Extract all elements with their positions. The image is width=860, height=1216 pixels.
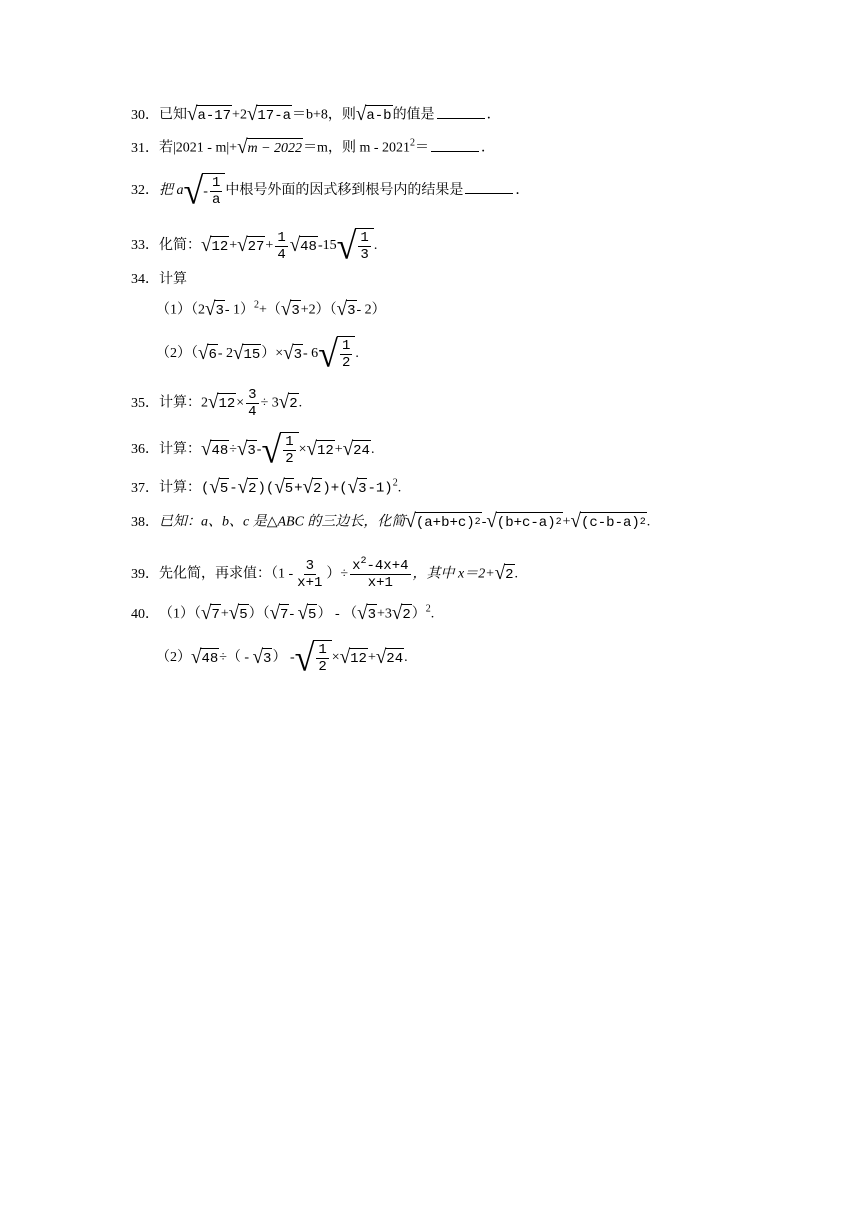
sqrt: √ 2 — [278, 391, 298, 414]
text: + — [220, 606, 229, 622]
text: - 6 — [303, 346, 319, 362]
radicand: 5 — [238, 604, 248, 625]
radicand: 17-a — [256, 105, 292, 126]
sqrt: √ 2 — [391, 602, 411, 625]
radicand: a-b — [365, 105, 392, 126]
radicand: 2 — [288, 393, 298, 414]
problem-number: 32． — [131, 183, 159, 199]
text: 已知 — [159, 107, 187, 123]
sqrt: √ 12 — [201, 233, 229, 256]
text: . — [430, 606, 435, 622]
sqrt: √ 7 — [201, 602, 220, 625]
sqrt: √ $\frac{1}{3}$ — [337, 228, 374, 264]
radicand: 3 — [214, 300, 224, 321]
text: . — [646, 514, 651, 530]
fraction — [275, 230, 287, 263]
problem-32 — [131, 170, 530, 212]
problem-number: 36． — [131, 442, 159, 458]
text: 计算 — [159, 272, 187, 287]
text: ） - — [272, 650, 295, 666]
text: ． — [486, 107, 501, 123]
text: - — [481, 514, 487, 530]
exponent: 2 — [254, 299, 260, 311]
text: ） — [411, 606, 426, 622]
text: . — [514, 566, 519, 582]
text: - 2 — [217, 346, 234, 362]
radicand: 2 — [401, 604, 411, 625]
fraction — [340, 338, 352, 371]
sqrt: √ (a+b+c) 2 — [405, 510, 481, 533]
text: ＝m，则 m - 2021 — [303, 140, 411, 156]
text: 化简： — [159, 238, 201, 254]
radicand: 3 — [290, 300, 300, 321]
problem-34 — [131, 270, 187, 290]
radicand: 27 — [247, 236, 266, 257]
fraction — [295, 558, 324, 591]
text: . — [404, 650, 408, 666]
sqrt: √ - $\frac{1}{a}$ — [184, 173, 226, 209]
text: ÷（ - — [219, 650, 253, 666]
radicand: 2 — [247, 478, 257, 499]
radicand: (b+c-a) 2 — [496, 512, 563, 533]
sqrt: √ 48 — [191, 645, 219, 668]
text: x — [352, 558, 361, 574]
radicand: 2 — [312, 478, 322, 499]
sqrt: √ 2 — [494, 562, 514, 585]
text: - — [229, 480, 238, 497]
sqrt: √ 3 — [283, 341, 303, 364]
denominator: 4 — [248, 404, 257, 420]
sqrt: √ 2 — [237, 476, 257, 499]
text: . — [397, 480, 402, 496]
numerator: 3 — [305, 558, 314, 574]
problem-number: 37． — [131, 480, 159, 496]
text: × — [298, 442, 307, 458]
numerator: 1 — [318, 642, 327, 658]
problem-31 — [131, 138, 495, 159]
radicand: a-17 — [196, 105, 232, 126]
text: 的值是 — [392, 107, 435, 123]
problem-number: 39． — [131, 566, 159, 582]
text: 计算： — [159, 480, 201, 496]
fraction — [283, 434, 295, 467]
sqrt: √ 5 — [228, 602, 248, 625]
text: （2）（ — [156, 346, 198, 362]
text: +3 — [376, 606, 392, 622]
text: ( — [201, 480, 210, 497]
sqrt: √ 24 — [375, 645, 404, 668]
problem-39 — [131, 558, 518, 591]
sqrt: √ 3 — [336, 298, 356, 321]
text: ，其中 x＝2+ — [412, 566, 495, 582]
sqrt: √ 15 — [233, 341, 261, 364]
text: ＝b+8，则 — [292, 107, 356, 123]
radicand: 15 — [242, 344, 261, 365]
radicand: 5 — [219, 478, 229, 499]
problem-34-part-1 — [156, 300, 386, 321]
text: . — [370, 442, 375, 458]
text: (c-b-a) — [580, 515, 640, 531]
radicand: 48 — [200, 648, 219, 669]
sqrt: √ (c-b-a) 2 — [570, 510, 646, 533]
text: ÷ — [229, 442, 237, 458]
exponent: 2 — [410, 137, 416, 149]
text: ） - （ — [317, 606, 358, 622]
text: + — [229, 238, 238, 254]
denominator: a — [211, 192, 221, 208]
sqrt: √ 3 — [205, 298, 224, 321]
text: × — [331, 650, 340, 666]
problem-34-part-2 — [156, 333, 359, 375]
radicand: 7 — [210, 604, 220, 625]
radicand: m − 2022 — [247, 138, 304, 159]
sqrt: √ 5 — [297, 602, 317, 625]
answer-blank — [465, 181, 513, 194]
sqrt: √ 3 — [236, 437, 256, 460]
sqrt: √ m − 2022 — [237, 136, 303, 159]
sqrt: √ 24 — [342, 437, 370, 460]
sqrt: √ $\frac{1}{2}$ — [318, 336, 355, 372]
denominator: 2 — [285, 451, 294, 467]
denominator: x+1 — [367, 575, 393, 591]
text: ÷ 3 — [260, 395, 279, 411]
text: + — [562, 514, 571, 530]
numerator: 1 — [277, 229, 286, 246]
text: （1）（ — [159, 606, 201, 622]
sqrt: √ $\frac{1}{2}$ — [295, 640, 332, 676]
text: (a+b+c) — [415, 515, 475, 531]
text: +2）（ — [300, 302, 337, 318]
text: 已知：a、b、c 是△ABC 的三边长，化简 — [159, 514, 406, 530]
text: ． — [481, 140, 496, 156]
text: 若|2021 - m|+ — [159, 140, 238, 156]
answer-blank — [437, 106, 485, 119]
problem-number: 38． — [131, 514, 159, 530]
denominator: 2 — [341, 355, 351, 371]
fraction — [210, 175, 222, 208]
text: × — [236, 395, 245, 411]
radicand: 12 — [210, 236, 229, 257]
radicand: 24 — [352, 440, 371, 461]
radicand: 2 — [504, 564, 514, 585]
radicand: 12 — [217, 393, 236, 414]
radicand: - $\frac{1}{a}$ — [202, 173, 225, 209]
radicand: 3 — [293, 344, 303, 365]
radicand: 3 — [246, 440, 256, 461]
text: + — [367, 650, 376, 666]
text: )+( — [322, 480, 348, 497]
radicand: (c-b-a) 2 — [580, 512, 647, 533]
text: . — [373, 238, 378, 254]
text: 把 a — [159, 183, 184, 199]
text: 中根号外面的因式移到根号内的结果是 — [225, 183, 464, 199]
sqrt: √ 3 — [347, 476, 367, 499]
sqrt: √ 12 — [339, 645, 367, 668]
fraction — [316, 642, 328, 675]
exponent: 2 — [360, 556, 367, 567]
sqrt: √ 17-a — [246, 103, 291, 126]
sqrt: √ 5 — [274, 476, 294, 499]
text: ）÷ — [326, 566, 349, 582]
text: - 2） — [356, 302, 386, 318]
numerator: 1 — [360, 230, 369, 246]
text: （1）（2 — [156, 302, 205, 318]
text: . — [355, 346, 359, 362]
sqrt: √ a-b — [355, 103, 392, 126]
problem-number: 31． — [131, 140, 159, 156]
exponent: 2 — [425, 603, 431, 615]
radicand: 12 — [349, 648, 368, 669]
problem-number: 33． — [131, 238, 159, 254]
sqrt: √ 5 — [209, 476, 229, 499]
sqrt: √ 48 — [289, 233, 317, 256]
radicand: 7 — [279, 604, 289, 625]
text: +（ — [259, 302, 281, 318]
sqrt: √ (b+c-a) 2 — [486, 510, 562, 533]
sqrt: √ 12 — [306, 437, 334, 460]
exponent: 2 — [392, 477, 398, 489]
text: （2） — [156, 650, 191, 666]
sqrt: √ 12 — [208, 391, 236, 414]
sqrt: √ 3 — [252, 645, 272, 668]
denominator: 4 — [277, 246, 286, 263]
problem-number: 35． — [131, 395, 159, 411]
sqrt: √ 27 — [237, 233, 265, 256]
sqrt: √ 3 — [357, 602, 376, 625]
text: + — [294, 480, 303, 497]
problem-40-part-1 — [131, 604, 434, 625]
answer-blank — [431, 139, 479, 152]
numerator — [350, 558, 410, 575]
text: -1) — [367, 480, 393, 497]
text: (b+c-a) — [496, 515, 556, 531]
problem-37 — [131, 478, 401, 499]
fraction — [358, 230, 370, 263]
radicand: 3 — [367, 604, 377, 625]
radicand: 6 — [207, 344, 217, 365]
text: ＝ — [415, 140, 430, 156]
radicand: 3 — [262, 648, 272, 669]
problem-number: 40． — [131, 606, 159, 622]
sqrt: √ 48 — [201, 437, 229, 460]
denominator: 3 — [360, 247, 369, 263]
sqrt: √ a-17 — [187, 103, 232, 126]
fraction — [246, 387, 258, 420]
fraction — [350, 558, 410, 591]
radicand: (a+b+c) 2 — [415, 512, 482, 533]
radicand: 5 — [284, 478, 294, 499]
sqrt: √ 3 — [280, 298, 300, 321]
denominator: 2 — [318, 659, 327, 675]
numerator: 1 — [341, 338, 351, 354]
problem-36 — [131, 429, 375, 471]
text: )( — [257, 480, 275, 497]
text: 先化简，再求值：（1 - — [159, 566, 294, 582]
text: - — [256, 442, 262, 458]
numerator: 1 — [211, 175, 221, 191]
numerator: 3 — [248, 387, 257, 403]
text: + — [265, 238, 274, 254]
radicand: 5 — [307, 604, 317, 625]
numerator: 1 — [285, 434, 294, 450]
text: 计算：2 — [159, 395, 208, 411]
text: +2 — [232, 107, 247, 123]
text: - — [289, 606, 298, 622]
text: ）（ — [248, 606, 270, 622]
radicand: 24 — [385, 648, 404, 669]
problem-40-part-2 — [156, 637, 408, 679]
text: ． — [515, 183, 530, 199]
problem-number: 30． — [131, 107, 159, 123]
problem-number: 34． — [131, 272, 159, 287]
text: + — [334, 442, 343, 458]
text: - 1） — [224, 302, 255, 318]
text: 计算： — [159, 442, 201, 458]
problem-30 — [131, 105, 501, 126]
text: ）× — [261, 346, 284, 362]
radicand: 48 — [210, 440, 229, 461]
sqrt: √ 2 — [302, 476, 322, 499]
denominator: x+1 — [297, 575, 323, 591]
text: . — [298, 395, 303, 411]
text: -15 — [317, 238, 337, 254]
problem-35 — [131, 387, 302, 420]
sqrt: √ 6 — [198, 341, 217, 364]
sqrt: √ 7 — [269, 602, 289, 625]
text: -4x+4 — [366, 558, 409, 574]
radicand: 3 — [346, 300, 356, 321]
problem-33 — [131, 225, 378, 267]
radicand: 12 — [316, 440, 335, 461]
radicand: 48 — [299, 236, 318, 257]
problem-38 — [131, 512, 650, 533]
radicand: 3 — [357, 478, 367, 499]
sqrt: √ $\frac{1}{2}$ — [261, 432, 298, 468]
